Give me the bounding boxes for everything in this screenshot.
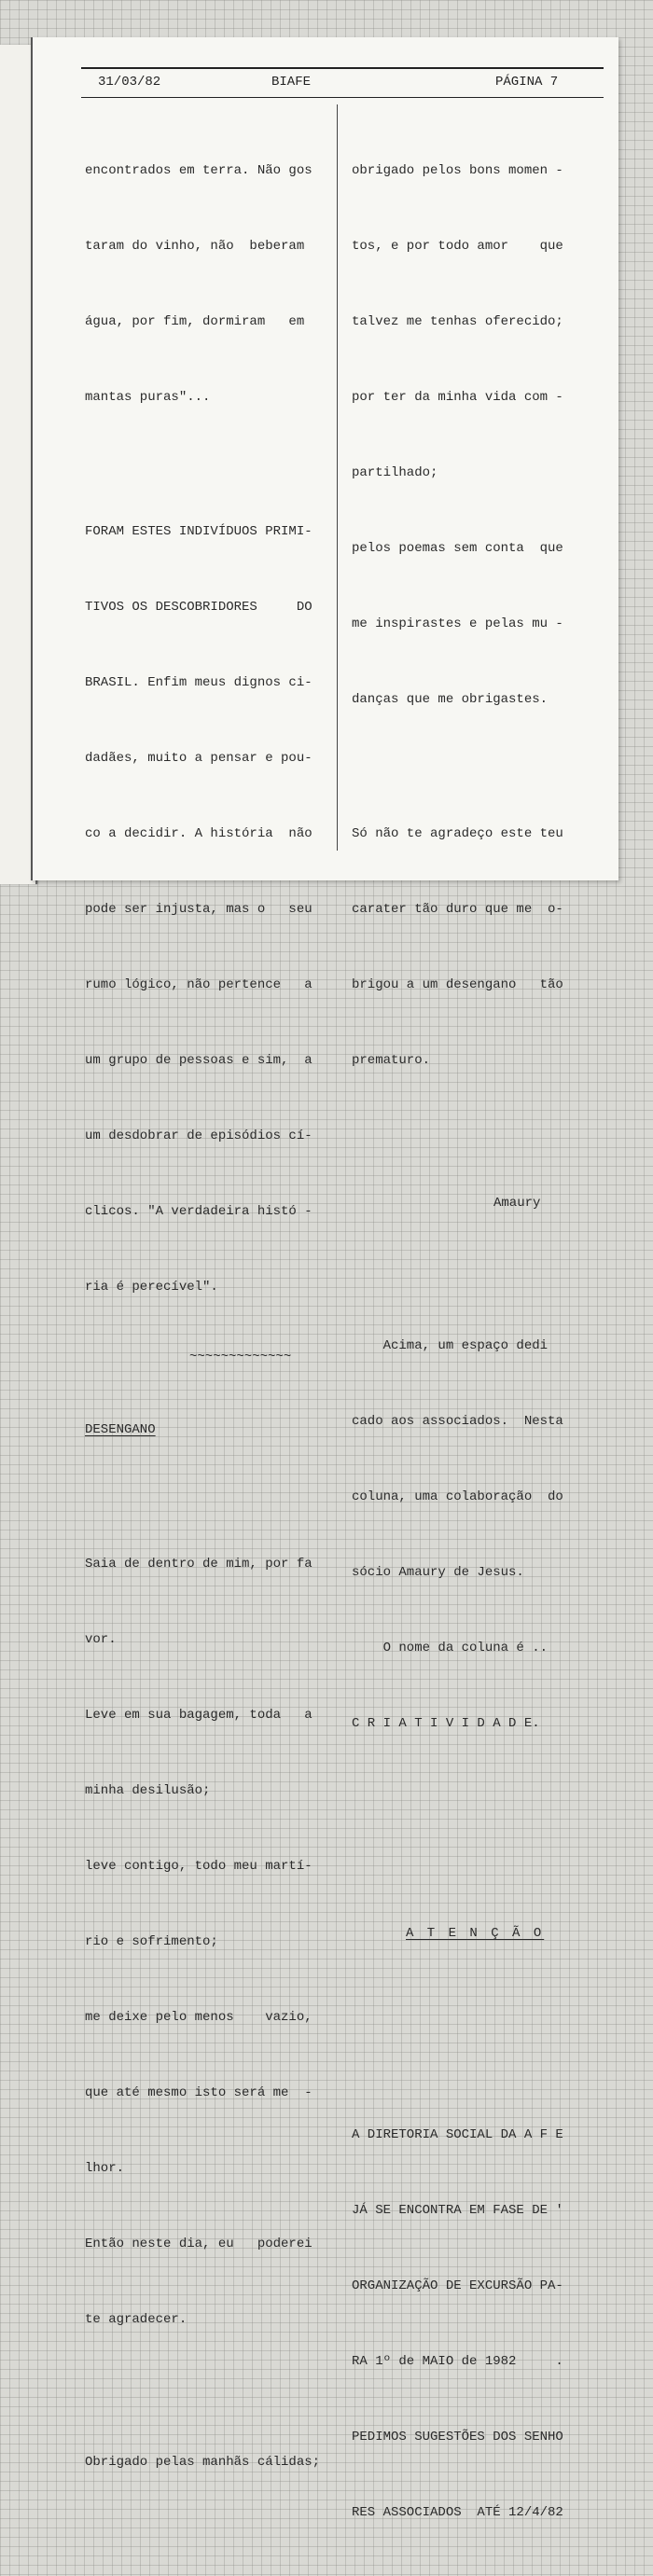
text-line: um desdobrar de episódios cí- bbox=[85, 1129, 313, 1143]
poem-line: prematuro. bbox=[352, 1053, 431, 1068]
poem-line: lhor. bbox=[85, 2161, 125, 2176]
poem-author: Amaury bbox=[493, 1196, 541, 1211]
column-name-line: C R I A T I V I D A D E. bbox=[352, 1716, 540, 1731]
poem-line: Saia de dentro de mim, por fa bbox=[85, 1557, 313, 1572]
poem-line: danças que me obrigastes. bbox=[352, 692, 549, 707]
note-line: Acima, um espaço dedi bbox=[352, 1338, 549, 1353]
author-line bbox=[352, 1191, 604, 1216]
poem-line: te agradecer. bbox=[85, 2312, 188, 2327]
note-line: sócio Amaury de Jesus. bbox=[352, 1565, 524, 1580]
right-column bbox=[352, 108, 604, 2576]
header-date: 31/03/82 bbox=[98, 75, 161, 90]
separator-line bbox=[85, 1350, 331, 1367]
attention-heading: A T E N Ç Ã O bbox=[406, 1926, 545, 1941]
text-line: BRASIL. Enfim meus dignos ci- bbox=[85, 675, 313, 690]
poem-line: Obrigado pelas manhãs cálidas; bbox=[85, 2455, 321, 2470]
text-line: rumo lógico, não pertence a bbox=[85, 977, 313, 992]
notice-line: PEDIMOS SUGESTÕES DOS SENHO bbox=[352, 2430, 563, 2444]
attention-line bbox=[352, 1921, 604, 1946]
text-line: TIVOS OS DESCOBRIDORES DO bbox=[85, 600, 313, 615]
poem-line: brigou a um desengano tão bbox=[352, 977, 563, 992]
poem-line: talvez me tenhas oferecido; bbox=[352, 314, 563, 329]
poem-line: tos, e por todo amor que bbox=[352, 239, 563, 254]
text-line: dadães, muito a pensar e pou- bbox=[85, 751, 313, 766]
note-line: O nome da coluna é .. bbox=[352, 1641, 549, 1655]
notice-line: JÁ SE ENCONTRA EM FASE DE ' bbox=[352, 2203, 563, 2218]
notice-line: RES ASSOCIADOS ATÉ 12/4/82 bbox=[352, 2505, 563, 2520]
newsletter-page bbox=[31, 37, 618, 2520]
header-rule-bottom bbox=[81, 97, 604, 98]
poem-line: me inspirastes e pelas mu - bbox=[352, 616, 563, 631]
notice-line: ORGANIZAÇÃO DE EXCURSÃO PA- bbox=[352, 2278, 563, 2293]
notice-line: A DIRETORIA SOCIAL DA A F E bbox=[352, 2127, 563, 2142]
text-line: FORAM ESTES INDIVÍDUOS PRIMI- bbox=[85, 524, 313, 539]
poem-line: minha desilusão; bbox=[85, 1783, 211, 1798]
poem-line: Leve em sua bagagem, toda a bbox=[85, 1708, 313, 1723]
poem-line: pelos poemas sem conta que bbox=[352, 541, 563, 556]
poem-line: por ter da minha vida com - bbox=[352, 390, 563, 405]
text-line: pode ser injusta, mas o seu bbox=[85, 902, 313, 917]
poem-line: me deixe pelo menos vazio, bbox=[85, 2010, 313, 2025]
note-line: cado aos associados. Nesta bbox=[352, 1414, 563, 1429]
header-page-number: PÁGINA 7 bbox=[495, 75, 559, 90]
poem-title: DESENGANO bbox=[85, 1422, 156, 1437]
text-line: taram do vinho, não beberam bbox=[85, 239, 305, 254]
text-line: ria é perecível". bbox=[85, 1280, 218, 1295]
header-rule-top bbox=[81, 67, 604, 69]
poem-line: obrigado pelos bons momen - bbox=[352, 163, 563, 178]
poem-line: leve contigo, todo meu martí- bbox=[85, 1859, 313, 1874]
text-line: clicos. "A verdadeira histó - bbox=[85, 1204, 313, 1219]
text-line: mantas puras"... bbox=[85, 390, 211, 405]
left-column bbox=[85, 108, 331, 2526]
text-line: um grupo de pessoas e sim, a bbox=[85, 1053, 313, 1068]
text-line: co a decidir. A história não bbox=[85, 826, 313, 841]
poem-line: carater tão duro que me o- bbox=[352, 902, 563, 917]
poem-line: Só não te agradeço este teu bbox=[352, 826, 563, 841]
poem-line: partilhado; bbox=[352, 465, 438, 480]
poem-line: Então neste dia, eu poderei bbox=[85, 2237, 313, 2251]
text-line: água, por fim, dormiram em bbox=[85, 314, 305, 329]
notice-line: RA 1º de MAIO de 1982 . bbox=[352, 2354, 563, 2369]
note-line: coluna, uma colaboração do bbox=[352, 1489, 563, 1504]
text-line: encontrados em terra. Não gos bbox=[85, 163, 313, 178]
poem-line: rio e sofrimento; bbox=[85, 1934, 218, 1949]
header-title: BIAFE bbox=[271, 75, 312, 90]
poem-line: que até mesmo isto será me - bbox=[85, 2085, 313, 2100]
tilde-separator: ~~~~~~~~~~~~~ bbox=[189, 1350, 292, 1364]
column-divider bbox=[337, 104, 338, 851]
poem-title-line bbox=[85, 1418, 331, 1443]
poem-line: vor. bbox=[85, 1632, 117, 1647]
